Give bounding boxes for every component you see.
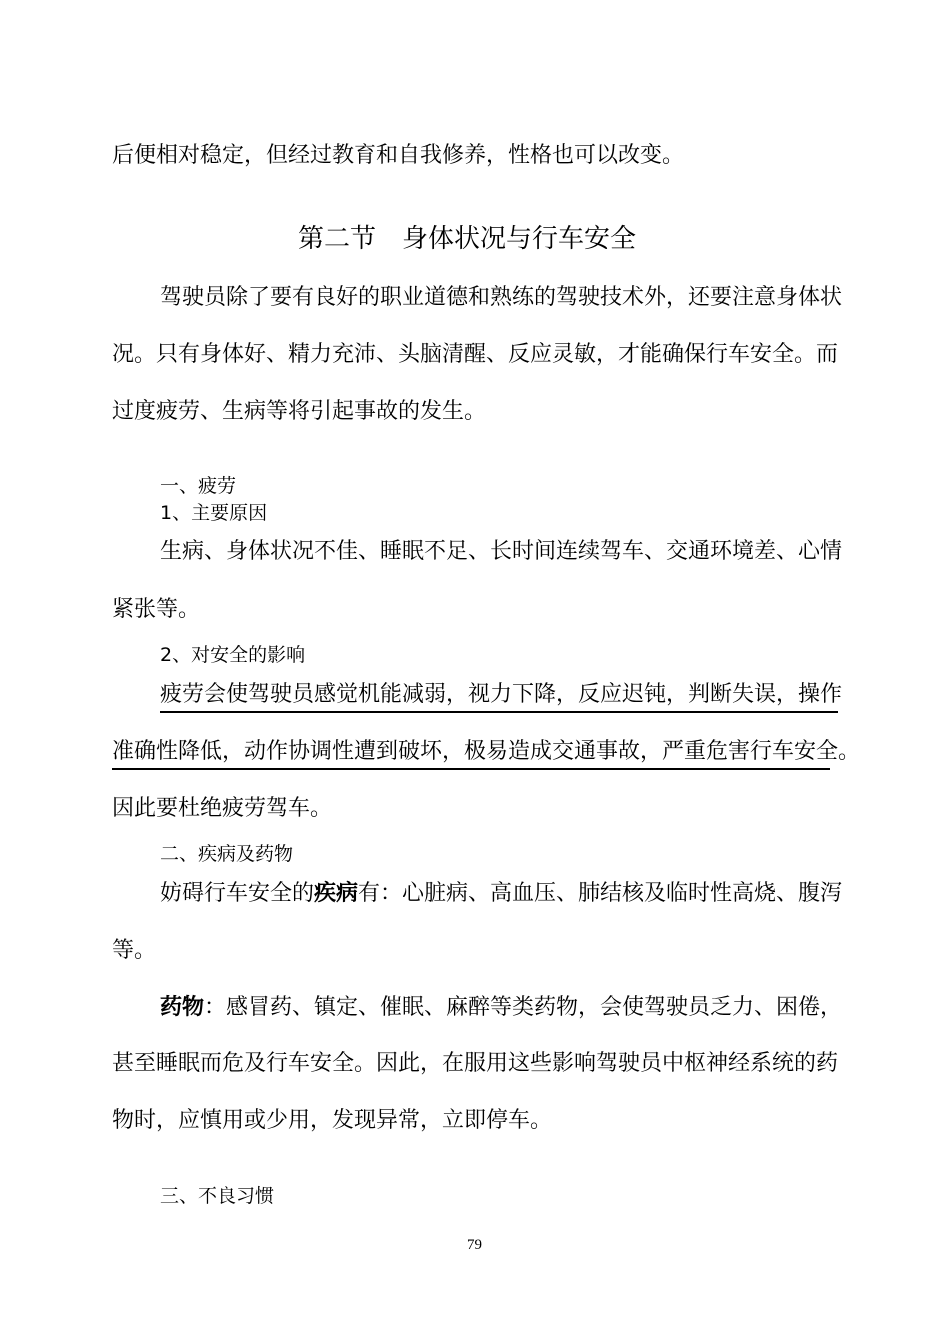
- underlined-line: 疲劳会使驾驶员感觉机能减弱，视力下降，反应迟钝，判断失误，操作: [160, 681, 838, 713]
- subheading-safety-impact: 2、对安全的影响: [160, 644, 306, 666]
- subheading-bad-habits: 三、不良习惯: [160, 1185, 275, 1207]
- bold-term-disease: 疾病: [314, 881, 359, 906]
- bold-term-drugs: 药物: [160, 995, 205, 1020]
- text-line: 后便相对稳定，但经过教育和自我修养，性格也可以改变。: [112, 143, 685, 168]
- paragraph-line: 紧张等。: [112, 597, 201, 622]
- paragraph-line: 等。: [112, 938, 157, 963]
- underlined-line: 准确性降低，动作协调性遭到破坏，极易造成交通事故，严重危害行车安全。: [112, 738, 830, 770]
- paragraph-line: 驾驶员除了要有良好的职业道德和熟练的驾驶技术外，还要注意身体状: [160, 285, 843, 310]
- text-run: ：感冒药、镇定、催眠、麻醉等类药物，会使驾驶员乏力、困倦，: [204, 995, 843, 1020]
- paragraph-line: 因此要杜绝疲劳驾车。: [112, 796, 333, 821]
- paragraph-line: [160, 880, 842, 908]
- subheading-main-cause: 1、主要原因: [160, 502, 268, 524]
- text-run: 妨碍行车安全的: [160, 881, 315, 906]
- text-run: 有：心脏病、高血压、肺结核及临时性高烧、腹泻: [358, 881, 843, 906]
- paragraph-line: [160, 994, 842, 1022]
- page-number: 79: [467, 1237, 482, 1253]
- paragraph-line: 物时，应慎用或少用，发现异常，立即停车。: [112, 1108, 553, 1133]
- paragraph-line: 过度疲劳、生病等将引起事故的发生。: [112, 399, 487, 424]
- paragraph-line: 况。只有身体好、精力充沛、头脑清醒、反应灵敏，才能确保行车安全。而: [112, 342, 839, 367]
- subheading-disease-drugs: 二、疾病及药物: [160, 843, 294, 865]
- subheading-fatigue: 一、疲劳: [160, 475, 237, 497]
- section-title: 第二节 身体状况与行车安全: [298, 224, 637, 254]
- paragraph-line: 甚至睡眠而危及行车安全。因此，在服用这些影响驾驶员中枢神经系统的药: [112, 1051, 839, 1076]
- paragraph-line: 生病、身体状况不佳、睡眠不足、长时间连续驾车、交通环境差、心情: [160, 539, 843, 564]
